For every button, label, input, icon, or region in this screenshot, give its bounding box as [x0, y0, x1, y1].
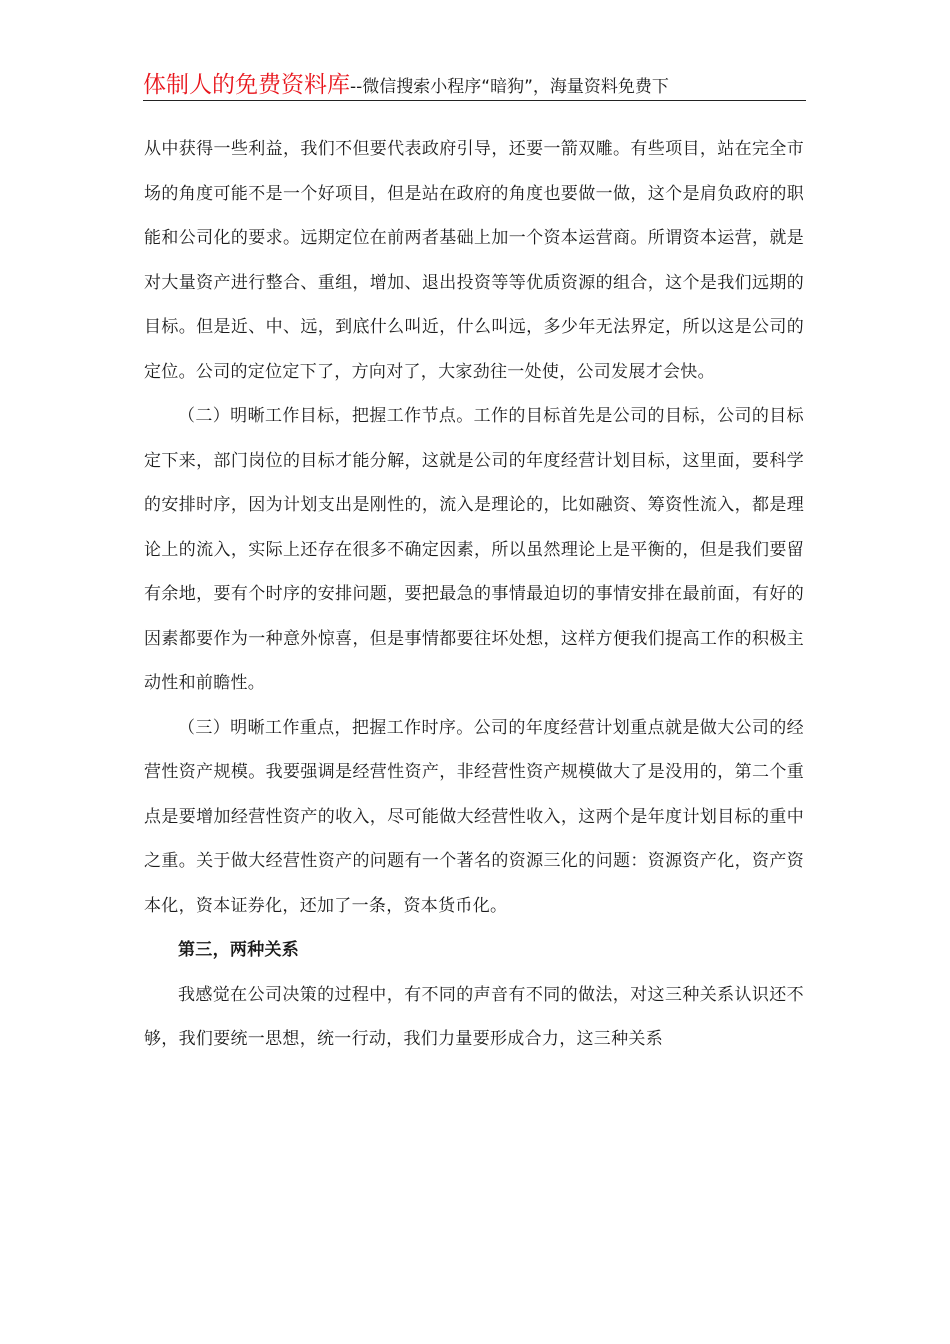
- header-title-red: 体制人的免费资料库: [143, 72, 350, 98]
- document-body: [144, 127, 804, 1062]
- paragraph-goals: （二）明晰工作目标，把握工作节点。工作的目标首先是公司的目标，公司的目标定下来，部门岗位的目标才能分解，这就是公司的年度经营计划目标，这里面，要科学的安排时序，因为计划支出是刚性的，流入是理论的，比如融资、筹资性流入，都是理论上的流入，实际上还存在很多不确定因素，所以虽然理论上是平衡的，但是我们要留有余地，要有个时序的安排问题，要把最急的事情最迫切的事情安排在最前面，有好的因素都要作为一种意外惊喜，但是事情都要往坏处想，这样方便我们提高工作的积极主动性和前瞻性。: [144, 406, 804, 693]
- section-heading: 第三，两种关系: [178, 940, 300, 960]
- paragraph-priorities: （三）明晰工作重点，把握工作时序。公司的年度经营计划重点就是做大公司的经营性资产规模。我要强调是经营性资产，非经营性资产规模做大了是没用的，第二个重点是要增加经营性资产的收入，尽可能做大经营性收入，这两个是年度计划目标的重中之重。关于做大经营性资产的问题有一个著名的资源三化的问题：资源资产化，资产资本化，资本证券化，还加了一条，资本货币化。: [144, 717, 804, 916]
- paragraph-relationships: 我感觉在公司决策的过程中，有不同的声音有不同的做法，对这三种关系认识还不够，我们要统一思想，统一行动，我们力量要形成合力，这三种关系: [144, 984, 804, 1049]
- paragraph-continuation: 从中获得一些利益，我们不但要代表政府引导，还要一箭双雕。有些项目，站在完全市场的角度可能不是一个好项目，但是站在政府的角度也要做一做，这个是肩负政府的职能和公司化的要求。远期定位在前两者基础上加一个资本运营商。所谓资本运营，就是对大量资产进行整合、重组，增加、退出投资等等优质资源的组合，这个是我们远期的目标。但是近、中、远，到底什么叫近，什么叫远，多少年无法界定，所以这是公司的定位。公司的定位定下了，方向对了，大家劲往一处使，公司发展才会快。: [144, 139, 804, 382]
- page-header: [143, 70, 806, 101]
- header-title-rest: --微信搜索小程序“暗狗”，海量资料免费下: [350, 77, 669, 97]
